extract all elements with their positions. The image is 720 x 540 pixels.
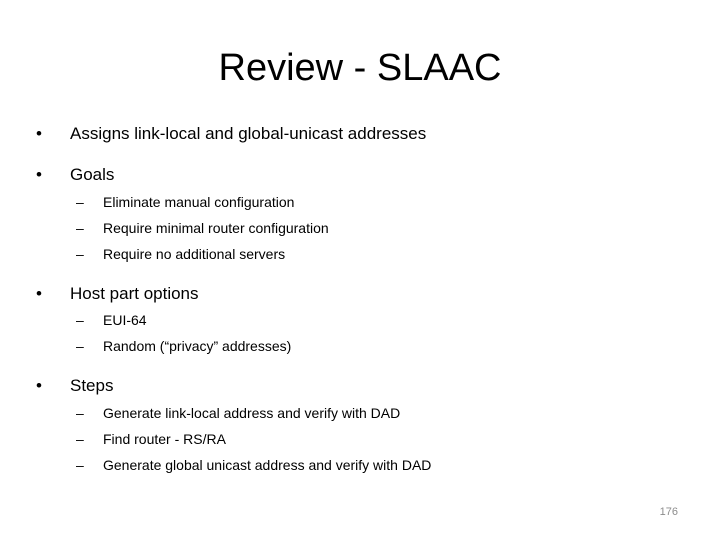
sub-item-text: Generate link-local address and verify with DAD bbox=[103, 405, 401, 421]
sub-item-text: Eliminate manual configuration bbox=[103, 194, 295, 210]
dash-marker: – bbox=[76, 338, 84, 354]
dash-marker: – bbox=[76, 220, 84, 236]
dash-marker: – bbox=[76, 246, 84, 262]
page-number: 176 bbox=[659, 506, 678, 518]
bullet-label: Host part options bbox=[70, 284, 199, 303]
sub-item-text: Random (“privacy” addresses) bbox=[103, 338, 292, 354]
bullet-dot: • bbox=[36, 124, 42, 143]
sub-item-text: Require no additional servers bbox=[103, 246, 286, 262]
dash-marker: – bbox=[76, 431, 84, 447]
bullet-dot: • bbox=[36, 284, 42, 303]
sub-item-text: Generate global unicast address and verify with DAD bbox=[103, 457, 432, 473]
bullet-label: Assigns link-local and global-unicast addresses bbox=[70, 124, 427, 143]
sub-item-text: EUI-64 bbox=[103, 312, 147, 328]
sub-item-text: Require minimal router configuration bbox=[103, 220, 329, 236]
dash-marker: – bbox=[76, 405, 84, 421]
slide-title: Review - SLAAC bbox=[218, 47, 502, 89]
bullet-label: Goals bbox=[70, 165, 115, 184]
dash-marker: – bbox=[76, 194, 84, 210]
bullet-dot: • bbox=[36, 165, 42, 184]
sub-item-text: Find router - RS/RA bbox=[103, 431, 226, 447]
dash-marker: – bbox=[76, 312, 84, 328]
dash-marker: – bbox=[76, 457, 84, 473]
bullet-dot: • bbox=[36, 376, 42, 395]
bullet-label: Steps bbox=[70, 376, 114, 395]
